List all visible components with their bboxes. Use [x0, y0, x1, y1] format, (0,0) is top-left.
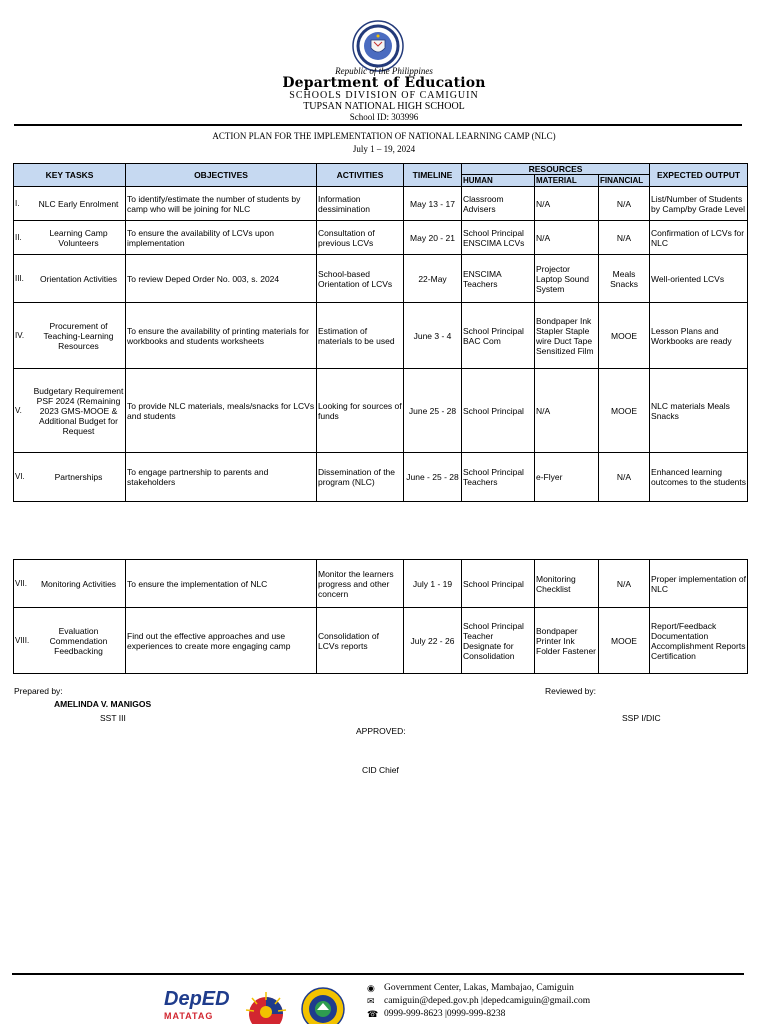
cell-objective: To identify/estimate the number of students by camp who will be joining for NLC: [126, 187, 317, 221]
header-human: HUMAN: [462, 175, 535, 187]
table-row: [14, 255, 748, 303]
cell-timeline: July 1 - 19: [404, 560, 462, 608]
cell-timeline: 22-May: [404, 255, 462, 303]
header-material: MATERIAL: [535, 175, 599, 187]
deped-logo: [164, 988, 228, 1024]
email-icon: ✉: [367, 996, 375, 1006]
cell-activity: Information dessimination: [317, 187, 404, 221]
cell-timeline: June - 25 - 28: [404, 453, 462, 502]
cell-financial: N/A: [599, 453, 650, 502]
preparer-title: SST III: [100, 713, 126, 723]
task-name: Monitoring Activities: [40, 578, 117, 589]
cell-activity: Looking for sources of funds: [317, 369, 404, 453]
task-number: IV.: [15, 330, 25, 340]
phone-icon: ☎: [367, 1009, 379, 1019]
cell-timeline: July 22 - 26: [404, 608, 462, 674]
cell-financial: MOOE: [599, 369, 650, 453]
cell-activity: Dissemination of the program (NLC): [317, 453, 404, 502]
table-row: [14, 608, 748, 674]
task-number: VI.: [15, 472, 25, 481]
cell-timeline: June 25 - 28: [404, 369, 462, 453]
task-number: II.: [15, 232, 22, 242]
location-icon: ◉: [367, 983, 375, 993]
reviewer-title: SSP I/DIC: [622, 713, 661, 723]
reviewed-by-label: Reviewed by:: [545, 686, 597, 696]
task-name: Learning Camp Volunteers: [49, 227, 108, 248]
cell-material: N/A: [535, 187, 599, 221]
action-plan-table-continued: [13, 559, 748, 674]
cell-objective: Find out the effective approaches and use experiences to create more engaging camp: [126, 608, 317, 674]
task-name: Budgetary Requirement PSF 2024 (Remaining 2023 GMS-MOOE & Additional Budget for Request: [33, 385, 124, 436]
table-row: [14, 560, 748, 608]
cell-human: School Principal BAC Com: [462, 303, 535, 369]
task-name: Orientation Activities: [39, 273, 117, 284]
cell-material: e-Flyer: [535, 453, 599, 502]
footer-email: camiguin@deped.gov.ph |depedcamiguin@gmail.com: [384, 996, 591, 1006]
header-resources: RESOURCES: [462, 164, 650, 175]
cell-expected-output: Report/Feedback Documentation Accomplishment Reports Certification: [650, 608, 748, 674]
task-number: III.: [15, 273, 24, 283]
cell-financial: MOOE: [599, 608, 650, 674]
cell-human: ENSCIMA Teachers: [462, 255, 535, 303]
cell-timeline: May 20 - 21: [404, 221, 462, 255]
cell-key-task: [14, 221, 126, 255]
cell-key-task: [14, 303, 126, 369]
cell-activity: Monitor the learners progress and other concern: [317, 560, 404, 608]
cell-timeline: June 3 - 4: [404, 303, 462, 369]
task-number: VII.: [15, 578, 28, 588]
cell-financial: N/A: [599, 221, 650, 255]
cell-financial: MOOE: [599, 303, 650, 369]
cell-objective: To engage partnership to parents and stakeholders: [126, 453, 317, 502]
table-row: [14, 303, 748, 369]
cell-key-task: [14, 187, 126, 221]
cell-objective: To review Deped Order No. 003, s. 2024: [126, 255, 317, 303]
cell-material: Monitoring Checklist: [535, 560, 599, 608]
cell-expected-output: Enhanced learning outcomes to the students: [650, 453, 748, 502]
table-row: [14, 187, 748, 221]
cell-key-task: [14, 255, 126, 303]
bagong-pilipinas-logo-icon: [242, 990, 290, 1024]
cell-objective: To ensure the availability of printing materials for workbooks and students worksheets: [126, 303, 317, 369]
footer-address: Government Center, Lakas, Mambajao, Camiguin: [384, 983, 574, 993]
department-name: Department of Education: [282, 75, 486, 91]
task-number: V.: [15, 405, 22, 415]
cell-expected-output: Proper implementation of NLC: [650, 560, 748, 608]
task-name: Partnerships: [54, 472, 103, 482]
table-row: [14, 453, 748, 502]
cell-human: Classroom Advisers: [462, 187, 535, 221]
deped-logo-text: DepED: [164, 988, 230, 1010]
header-timeline: TIMELINE: [404, 164, 462, 187]
preparer-name: AMELINDA V. MANIGOS: [54, 699, 152, 709]
cell-objective: To ensure the availability of LCVs upon implementation: [126, 221, 317, 255]
approved-label: APPROVED:: [356, 726, 406, 736]
footer-phone: 0999-999-8623 |0999-999-8238: [384, 1009, 506, 1019]
cell-activity: Estimation of materials to be used: [317, 303, 404, 369]
task-name: Procurement of Teaching-Learning Resources: [43, 320, 114, 351]
cell-expected-output: NLC materials Meals Snacks: [650, 369, 748, 453]
cell-expected-output: Confirmation of LCVs for NLC: [650, 221, 748, 255]
cell-expected-output: Well-oriented LCVs: [650, 255, 748, 303]
cell-human: School Principal: [462, 560, 535, 608]
cell-activity: School-based Orientation of LCVs: [317, 255, 404, 303]
table-row: [14, 369, 748, 453]
action-plan-table: [13, 163, 748, 502]
prepared-by-label: Prepared by:: [14, 686, 63, 696]
cell-financial: Meals Snacks: [599, 255, 650, 303]
cell-financial: N/A: [599, 560, 650, 608]
document-title: ACTION PLAN FOR THE IMPLEMENTATION OF NATIONAL LEARNING CAMP (NLC): [212, 131, 556, 141]
cell-human: School Principal Teacher Designate for Consolidation: [462, 608, 535, 674]
task-number: VIII.: [15, 635, 30, 645]
cell-human: School Principal ENSCIMA LCVs: [462, 221, 535, 255]
header-activities: ACTIVITIES: [317, 164, 404, 187]
header-divider: [14, 124, 742, 126]
cell-key-task: [14, 560, 126, 608]
table-row: [14, 221, 748, 255]
cell-objective: To provide NLC materials, meals/snacks for LCVs and students: [126, 369, 317, 453]
header-key-tasks: KEY TASKS: [14, 164, 126, 187]
division-seal-icon: [300, 986, 346, 1024]
cell-key-task: [14, 453, 126, 502]
task-name: NLC Early Enrolment: [38, 198, 119, 209]
task-number: I.: [15, 198, 20, 208]
header-expected-output: EXPECTED OUTPUT: [650, 164, 748, 187]
cell-key-task: [14, 608, 126, 674]
cell-activity: Consultation of previous LCVs: [317, 221, 404, 255]
cell-material: Bondpaper Printer Ink Folder Fastener: [535, 608, 599, 674]
cell-human: School Principal: [462, 369, 535, 453]
header-objectives: OBJECTIVES: [126, 164, 317, 187]
document-dates: July 1 – 19, 2024: [352, 144, 416, 154]
cell-expected-output: List/Number of Students by Camp/by Grade Level: [650, 187, 748, 221]
deped-seal-icon: [352, 20, 404, 72]
cell-objective: To ensure the implementation of NLC: [126, 560, 317, 608]
cell-financial: N/A: [599, 187, 650, 221]
cell-key-task: [14, 369, 126, 453]
task-name: Evaluation Commendation Feedbacking: [49, 625, 108, 656]
school-name: TUPSAN NATIONAL HIGH SCHOOL: [303, 101, 465, 112]
cell-material: N/A: [535, 369, 599, 453]
cell-activity: Consolidation of LCVs reports: [317, 608, 404, 674]
cell-timeline: May 13 - 17: [404, 187, 462, 221]
cell-material: Projector Laptop Sound System: [535, 255, 599, 303]
cell-human: School Principal Teachers: [462, 453, 535, 502]
division-name: SCHOOLS DIVISION OF CAMIGUIN: [289, 90, 479, 101]
cell-material: N/A: [535, 221, 599, 255]
deped-logo-sub: MATATAG: [164, 1011, 214, 1021]
republic-text: Republic of the Philippines: [335, 66, 433, 76]
cell-expected-output: Lesson Plans and Workbooks are ready: [650, 303, 748, 369]
cell-material: Bondpaper Ink Stapler Staple wire Duct Tape Sensitized Film: [535, 303, 599, 369]
approver-title: CID Chief: [362, 765, 399, 775]
school-id: School ID: 303996: [349, 112, 419, 122]
footer-divider: [12, 973, 744, 975]
header-financial: FINANCIAL: [599, 175, 650, 187]
